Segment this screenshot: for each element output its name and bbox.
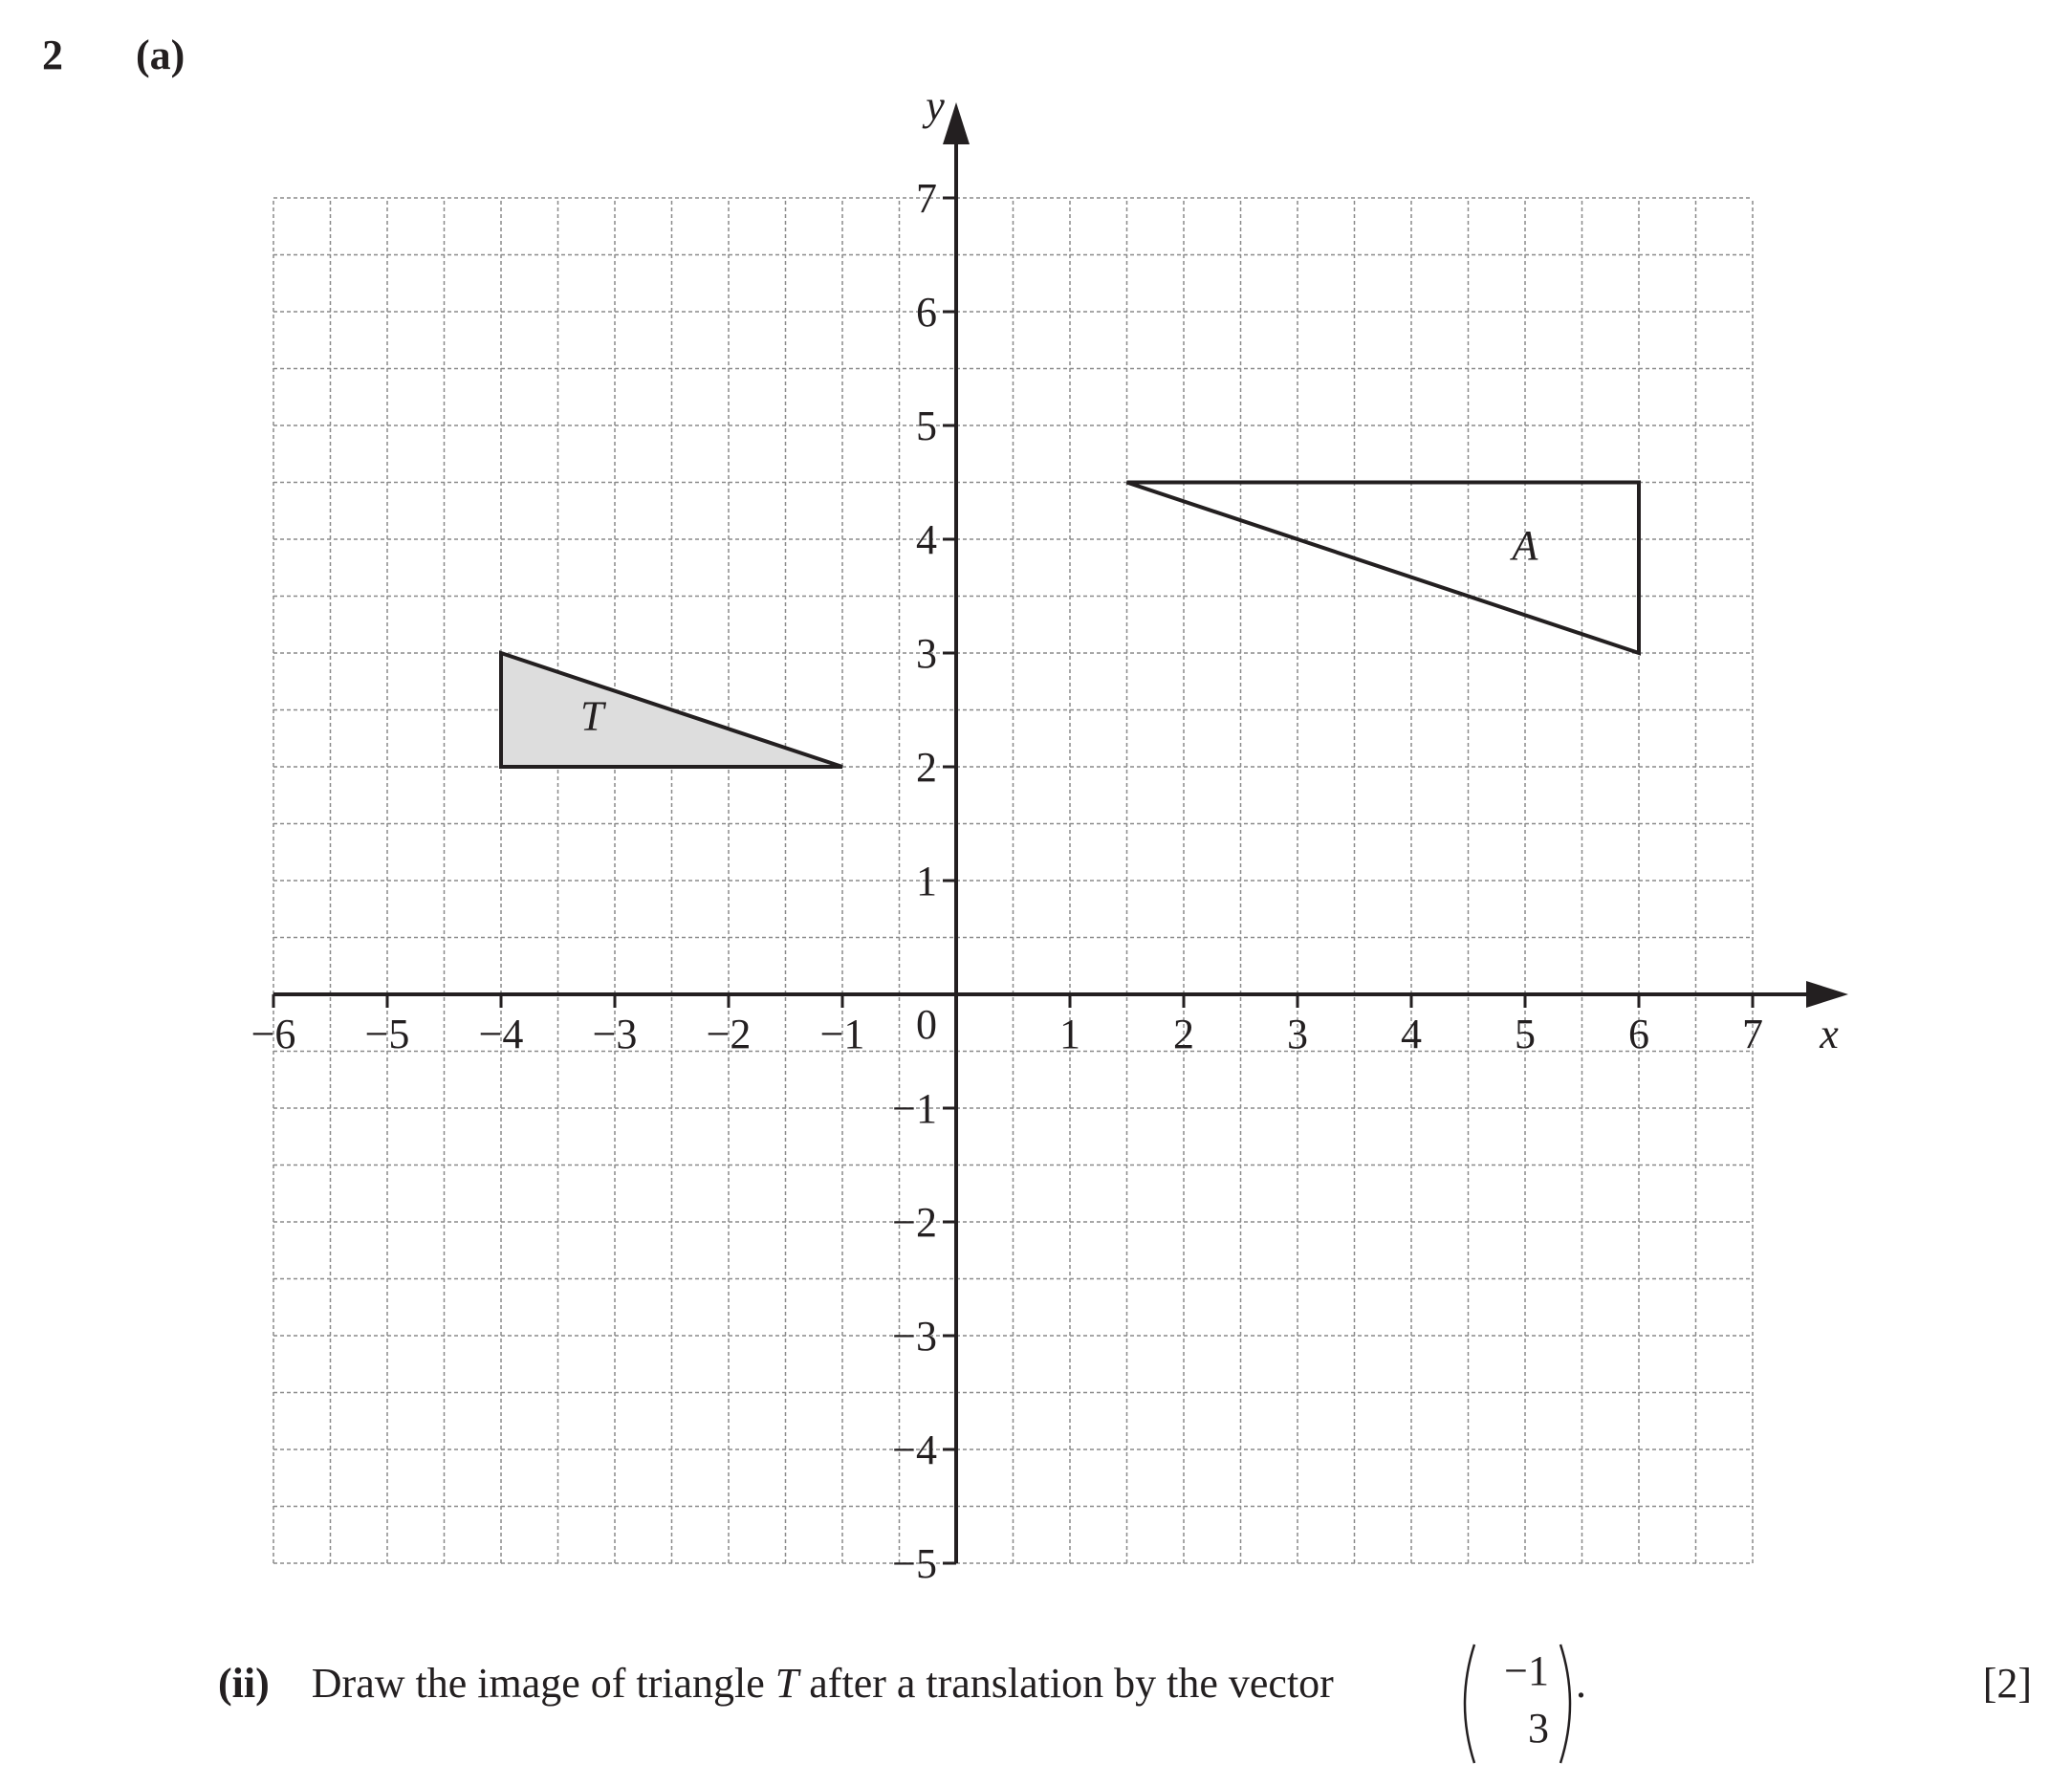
x-tick-label: 3 bbox=[1287, 1011, 1308, 1057]
question-end: . bbox=[1576, 1660, 1586, 1707]
triangle-a bbox=[1127, 483, 1640, 654]
x-tick-label: −4 bbox=[478, 1011, 524, 1057]
vector-x: −1 bbox=[1504, 1647, 1549, 1694]
x-tick-label: −3 bbox=[592, 1011, 638, 1057]
axes bbox=[273, 102, 1848, 1563]
question-part: (a) bbox=[136, 32, 185, 78]
marks: [2] bbox=[1982, 1660, 2032, 1707]
x-tick-label: −5 bbox=[364, 1011, 410, 1057]
y-tick-label: −1 bbox=[892, 1085, 937, 1132]
x-tick-label: 6 bbox=[1628, 1011, 1649, 1057]
y-tick-label: 5 bbox=[916, 403, 937, 449]
y-tick-label: −2 bbox=[892, 1199, 937, 1246]
subpart-number: (ii) bbox=[218, 1660, 270, 1707]
x-axis-label: x bbox=[1820, 1011, 1839, 1057]
y-axis-label: y bbox=[926, 82, 945, 129]
x-tick-label: −1 bbox=[819, 1011, 865, 1057]
question-text-after: after a translation by the vector bbox=[798, 1660, 1334, 1707]
y-tick-label: 1 bbox=[916, 858, 937, 904]
x-tick-label: 7 bbox=[1742, 1011, 1763, 1057]
x-axis-arrow bbox=[1806, 981, 1848, 1008]
vector-y: 3 bbox=[1528, 1705, 1549, 1752]
x-tick-label: 1 bbox=[1059, 1011, 1080, 1057]
triangle-name: T bbox=[774, 1660, 799, 1707]
y-tick-label: 2 bbox=[916, 744, 937, 791]
y-tick-label: 6 bbox=[916, 289, 937, 336]
translation-vector bbox=[1453, 1637, 1578, 1771]
x-tick-label: 4 bbox=[1401, 1011, 1422, 1057]
x-tick-label: 5 bbox=[1515, 1011, 1536, 1057]
triangle-a-label: A bbox=[1512, 521, 1538, 569]
x-tick-label: −2 bbox=[706, 1011, 752, 1057]
triangle-t-label: T bbox=[579, 692, 604, 740]
x-tick-label: 2 bbox=[1173, 1011, 1194, 1057]
y-tick-label: 7 bbox=[916, 175, 937, 222]
origin-label: 0 bbox=[916, 1001, 937, 1048]
grid-lines bbox=[273, 198, 1753, 1563]
y-tick-label: −3 bbox=[892, 1313, 937, 1360]
y-tick-label: −5 bbox=[892, 1540, 937, 1587]
y-tick-label: −4 bbox=[892, 1427, 937, 1473]
question-text-before: Draw the image of triangle bbox=[311, 1660, 775, 1707]
question-number: 2 bbox=[42, 32, 63, 78]
axis-labels bbox=[251, 82, 1840, 1587]
y-tick-label: 3 bbox=[916, 630, 937, 677]
x-tick-label: −6 bbox=[251, 1011, 296, 1057]
y-axis-arrow bbox=[943, 102, 970, 144]
question-text bbox=[218, 1659, 1334, 1708]
y-tick-label: 4 bbox=[916, 516, 937, 563]
